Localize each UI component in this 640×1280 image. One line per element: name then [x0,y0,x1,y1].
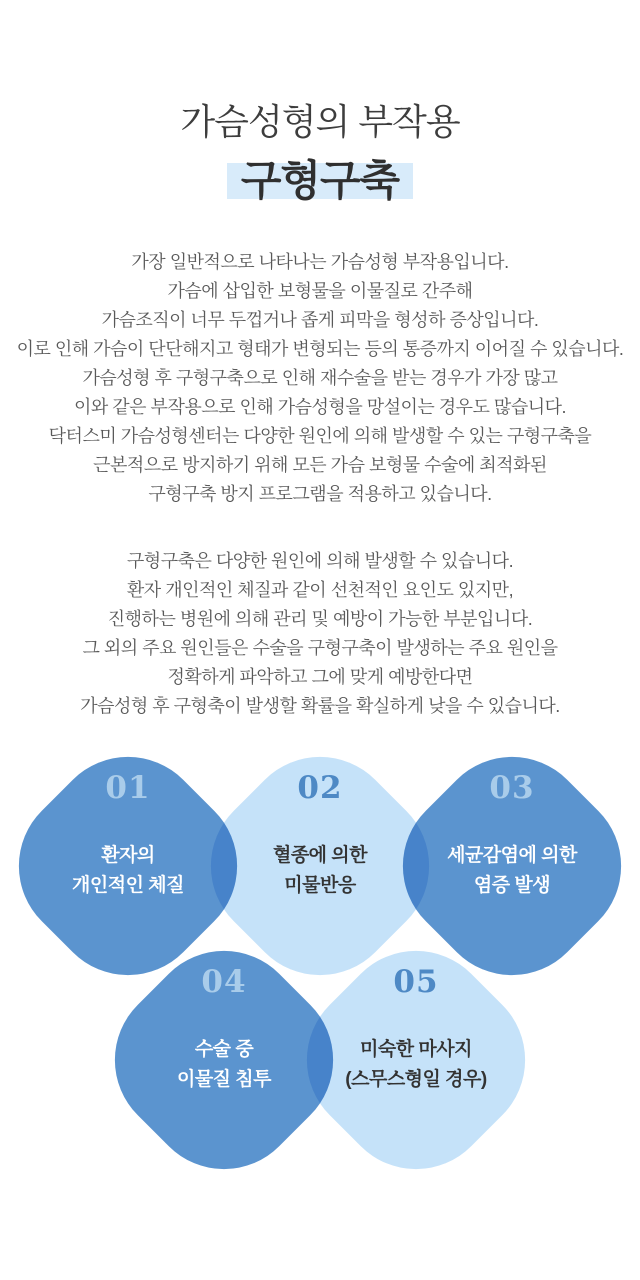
causes-line: 그 외의 주요 원인들은 수술을 구형구축이 발생하는 주요 원인을 [82,638,558,658]
cause-label-line: 혈종에 의한 [272,845,368,866]
cause-label-line: 개인적인 체질 [72,875,184,896]
causes-line: 정확하게 파악하고 그에 맞게 예방한다면 [167,667,473,687]
cause-label-line: 미물반응 [284,875,356,896]
cause-label-line: 염증 발생 [473,875,551,896]
causes-line: 구형구축은 다양한 원인에 의해 발생할 수 있습니다. [126,551,514,571]
intro-line: 가슴성형 후 구형구축으로 인해 재수술을 받는 경우가 가장 많고 [82,368,558,388]
intro-line: 근본적으로 방지하기 위해 모든 가슴 보형물 수술에 최적화된 [93,455,547,475]
intro-line: 닥터스미 가슴성형센터는 다양한 원인에 의해 발생할 수 있는 구형구축을 [48,426,592,446]
intro-line: 가슴조직이 너무 두껍거나 좁게 피막을 형성하 증상입니다. [101,310,539,330]
causes-line: 진행하는 병원에 의해 관리 및 예방이 가능한 부분입니다. [107,609,533,629]
cause-label-line: 환자의 [101,845,155,866]
cause-label [191,841,449,901]
intro-line: 이와 같은 부작용으로 인해 가슴성형을 망설이는 경우도 많습니다. [74,397,566,417]
cause-label-line: 수술 중 [194,1039,254,1060]
cause-number: 04 [201,964,247,1000]
intro-line: 이로 인해 가슴이 단단해지고 형태가 변형되는 등의 통증까지 이어질 수 있습니다. [16,339,624,359]
cause-label-line: (스무스형일 경우) [345,1069,487,1090]
intro-line: 가슴에 삽입한 보형물을 이물질로 간주해 [167,281,473,301]
cause-number: 05 [393,964,439,1000]
cause-label [287,1035,545,1095]
cause-diamond-05 [307,951,525,1169]
cause-number: 03 [489,770,535,806]
intro-line: 가장 일반적으로 나타나는 가슴성형 부작용입니다. [131,252,509,272]
cause-label-line: 세균감염에 의한 [447,845,577,866]
causes-line: 가슴성형 후 구형축이 발생할 확률을 확실하게 낮을 수 있습니다. [80,696,560,716]
cause-number: 02 [297,770,343,806]
cause-label-line: 미숙한 마사지 [360,1039,472,1060]
cause-number: 01 [105,770,151,806]
cause-diamond-02 [211,757,429,975]
intro-line: 구형구축 방지 프로그램을 적용하고 있습니다. [148,484,492,504]
page-title: 가슴성형의 부작용 [180,101,460,142]
subtitle-highlighted: 구형구축 [227,155,413,207]
cause-label-line: 이물질 침투 [176,1069,272,1090]
causes-line: 환자 개인적인 체질과 같이 선천적인 요인도 있지만, [126,580,514,600]
